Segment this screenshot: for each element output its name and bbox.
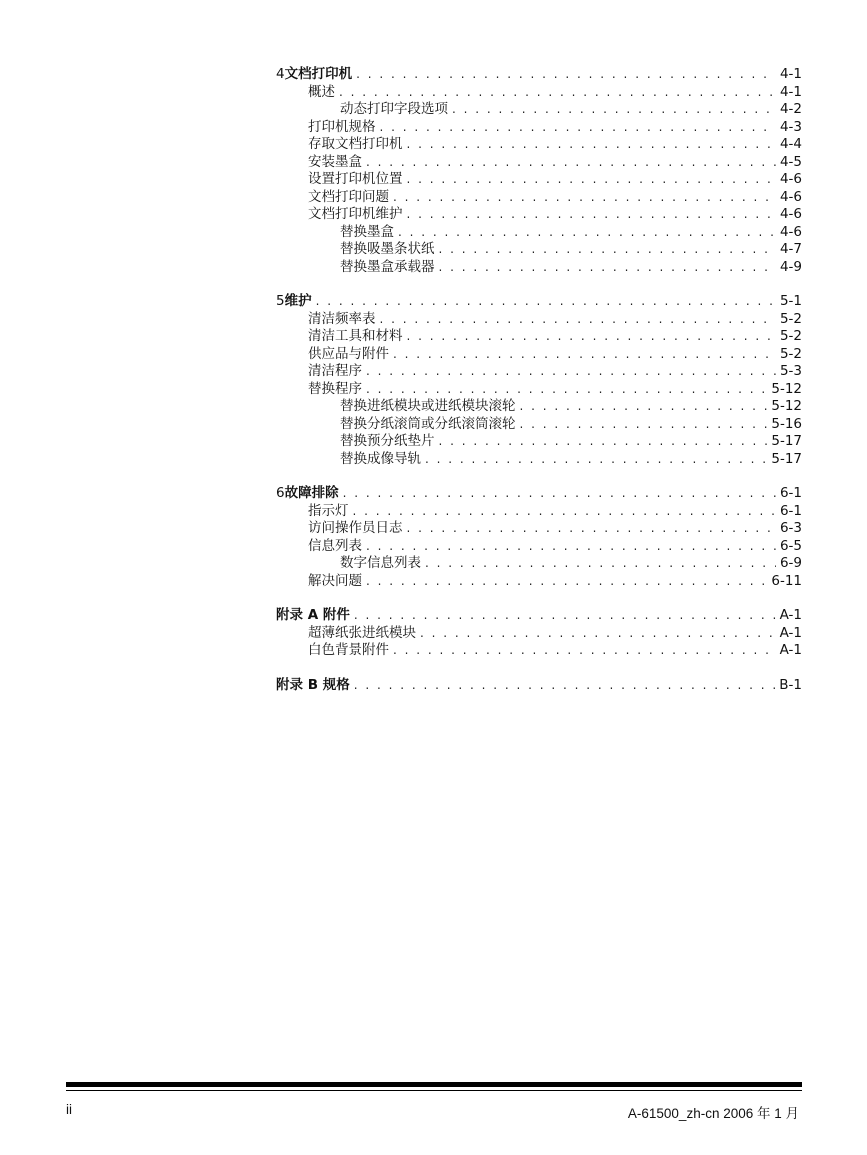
toc-page-number: 4-3 — [779, 118, 802, 135]
toc-chapter-title: 附录 A 附件 — [276, 607, 350, 623]
toc-chapter-number: 4 — [276, 66, 285, 82]
toc-page-number: 6-3 — [779, 520, 802, 536]
toc-entry-title: 存取文档打印机 — [308, 136, 403, 152]
toc-page-number: 4-6 — [779, 223, 802, 240]
toc-leader-dots — [354, 677, 776, 695]
toc-chapter-title: 附录 B 规格 — [276, 676, 350, 693]
toc-leader-dots — [366, 381, 767, 399]
toc-page-number: 4-7 — [779, 241, 802, 257]
toc-entry-title: 清洁频率表 — [308, 310, 376, 327]
toc-entry-title: 打印机规格 — [308, 118, 376, 135]
toc-entry-title: 替换墨盒 — [340, 223, 394, 240]
toc-page-number: 6-9 — [779, 555, 802, 571]
toc-page-number: 5-2 — [779, 328, 802, 344]
toc-page-number: 4-9 — [779, 258, 802, 275]
toc-chapter — [276, 485, 802, 590]
toc-page-number: 4-2 — [779, 101, 802, 117]
toc-entry-title: 超薄纸张进纸模块 — [308, 624, 416, 641]
toc-leader-dots — [439, 259, 776, 277]
toc-entry-title: 概述 — [308, 83, 335, 100]
toc-leader-dots — [520, 416, 768, 434]
toc-leader-dots — [380, 311, 776, 329]
toc-leader-dots — [366, 538, 776, 556]
toc-entry[interactable] — [276, 171, 802, 189]
toc-page-number: 4-5 — [779, 153, 802, 170]
toc-page-number: 5-17 — [771, 450, 802, 467]
toc-leader-dots — [393, 189, 776, 207]
toc-chapter-heading[interactable] — [276, 485, 802, 503]
toc-entry[interactable] — [276, 311, 802, 329]
toc-entry-title: 清洁工具和材料 — [308, 328, 403, 344]
toc-entry-title: 动态打印字段选项 — [340, 101, 448, 117]
toc-leader-dots — [407, 136, 776, 154]
toc-leader-dots — [439, 433, 768, 451]
toc-page-number: 6-1 — [779, 502, 802, 519]
footer-doc-info: A-61500_zh-cn 2006 年 1 月 — [627, 1106, 799, 1121]
toc-entry-title: 替换吸墨条状纸 — [340, 241, 435, 257]
toc-entry-title: 替换程序 — [308, 380, 362, 397]
toc-page-number: 6-1 — [779, 485, 802, 501]
toc-page-number: 6-11 — [771, 572, 802, 589]
toc-entry-title: 替换分纸滚筒或分纸滚筒滚轮 — [340, 415, 516, 432]
toc-page-number: A-1 — [779, 624, 802, 641]
toc-entry[interactable] — [276, 538, 802, 556]
toc-leader-dots — [380, 119, 776, 137]
toc-chapter-heading[interactable] — [276, 607, 802, 625]
toc-entry[interactable] — [276, 555, 802, 573]
toc-page-number: 6-5 — [779, 537, 802, 554]
toc-entry[interactable] — [276, 154, 802, 172]
toc-entry[interactable] — [276, 398, 802, 416]
toc-chapter — [276, 293, 802, 468]
toc-page-number: 5-1 — [779, 293, 802, 309]
toc-leader-dots — [407, 328, 776, 346]
toc-leader-dots — [393, 642, 776, 660]
toc-chapter — [276, 66, 802, 276]
toc-page-number: 4-6 — [779, 206, 802, 222]
toc-entry-title: 数字信息列表 — [340, 555, 421, 571]
toc-leader-dots — [520, 398, 768, 416]
toc-leader-dots — [420, 625, 776, 643]
toc-entry[interactable] — [276, 241, 802, 259]
toc-page-number: 5-16 — [771, 415, 802, 432]
toc-entry[interactable] — [276, 625, 802, 643]
toc-leader-dots — [439, 241, 776, 259]
toc-entry[interactable] — [276, 520, 802, 538]
toc-leader-dots — [354, 607, 776, 625]
toc-entry[interactable] — [276, 416, 802, 434]
toc-entry-title: 清洁程序 — [308, 363, 362, 379]
toc-page-number: A-1 — [779, 642, 802, 658]
toc-leader-dots — [366, 363, 776, 381]
toc-entry-title: 文档打印问题 — [308, 188, 389, 205]
toc-entry[interactable] — [276, 136, 802, 154]
toc-leader-dots — [393, 346, 776, 364]
toc-entry[interactable] — [276, 84, 802, 102]
table-of-contents — [276, 66, 802, 711]
toc-leader-dots — [425, 555, 776, 573]
toc-chapter-title: 维护 — [284, 293, 312, 309]
toc-entry-title: 白色背景附件 — [308, 642, 389, 658]
toc-chapter — [276, 607, 802, 660]
toc-leader-dots — [316, 293, 776, 311]
toc-entry[interactable] — [276, 642, 802, 660]
toc-page-number: 5-17 — [771, 433, 802, 449]
toc-entry[interactable] — [276, 189, 802, 207]
toc-leader-dots — [339, 84, 776, 102]
toc-entry-title: 替换进纸模块或进纸模块滚轮 — [340, 398, 516, 414]
toc-entry-title: 替换预分纸垫片 — [340, 433, 435, 449]
toc-entry[interactable] — [276, 328, 802, 346]
toc-entry[interactable] — [276, 346, 802, 364]
toc-entry[interactable] — [276, 206, 802, 224]
toc-chapter-number: 6 — [276, 485, 285, 501]
toc-entry-title: 设置打印机位置 — [308, 171, 403, 187]
toc-chapter-heading[interactable] — [276, 677, 802, 695]
toc-entry[interactable] — [276, 503, 802, 521]
toc-page-number: 4-1 — [779, 83, 802, 100]
toc-leader-dots — [366, 154, 776, 172]
toc-leader-dots — [398, 224, 776, 242]
toc-entry[interactable] — [276, 381, 802, 399]
toc-leader-dots — [356, 66, 776, 84]
toc-page-number: 5-3 — [779, 363, 802, 379]
toc-entry-title: 指示灯 — [308, 502, 349, 519]
toc-entry[interactable] — [276, 433, 802, 451]
toc-entry-title: 文档打印机维护 — [308, 206, 403, 222]
toc-entry[interactable] — [276, 573, 802, 591]
toc-entry-title: 解决问题 — [308, 572, 362, 589]
toc-entry[interactable] — [276, 101, 802, 119]
toc-chapter — [276, 677, 802, 695]
toc-entry-title: 供应品与附件 — [308, 345, 389, 362]
toc-chapter-number: 5 — [276, 293, 285, 309]
toc-leader-dots — [425, 451, 767, 469]
toc-leader-dots — [353, 503, 776, 521]
toc-page-number: 4-1 — [779, 66, 802, 82]
toc-page-number: A-1 — [779, 607, 802, 623]
toc-entry[interactable] — [276, 119, 802, 137]
toc-leader-dots — [452, 101, 776, 119]
toc-entry[interactable] — [276, 363, 802, 381]
toc-entry[interactable] — [276, 451, 802, 469]
toc-page-number: 4-6 — [779, 171, 802, 187]
toc-page-number: 5-2 — [779, 310, 802, 327]
toc-page-number: 4-4 — [779, 136, 802, 152]
toc-leader-dots — [407, 520, 776, 538]
toc-leader-dots — [366, 573, 767, 591]
toc-chapter-title: 文档打印机 — [284, 66, 353, 82]
toc-page-number: 5-12 — [771, 398, 802, 414]
toc-entry-title: 替换墨盒承载器 — [340, 258, 435, 275]
footer-rule-thin — [66, 1090, 802, 1091]
toc-leader-dots — [407, 206, 776, 224]
footer-rule-thick — [66, 1082, 802, 1087]
toc-entry-title: 访问操作员日志 — [308, 520, 403, 536]
toc-entry-title: 替换成像导轨 — [340, 450, 421, 467]
toc-entry-title: 信息列表 — [308, 537, 362, 554]
toc-page-number: 5-2 — [779, 345, 802, 362]
footer-page-number: ii — [66, 1102, 72, 1117]
toc-entry[interactable] — [276, 224, 802, 242]
toc-page-number: 5-12 — [771, 380, 802, 397]
toc-entry[interactable] — [276, 259, 802, 277]
toc-page-number: 4-6 — [779, 188, 802, 205]
toc-chapter-heading[interactable] — [276, 293, 802, 311]
toc-chapter-heading[interactable] — [276, 66, 802, 84]
toc-entry-title: 安装墨盒 — [308, 153, 362, 170]
toc-leader-dots — [407, 171, 776, 189]
toc-chapter-title: 故障排除 — [284, 485, 339, 501]
toc-leader-dots — [343, 485, 776, 503]
toc-page-number: B-1 — [779, 676, 802, 693]
